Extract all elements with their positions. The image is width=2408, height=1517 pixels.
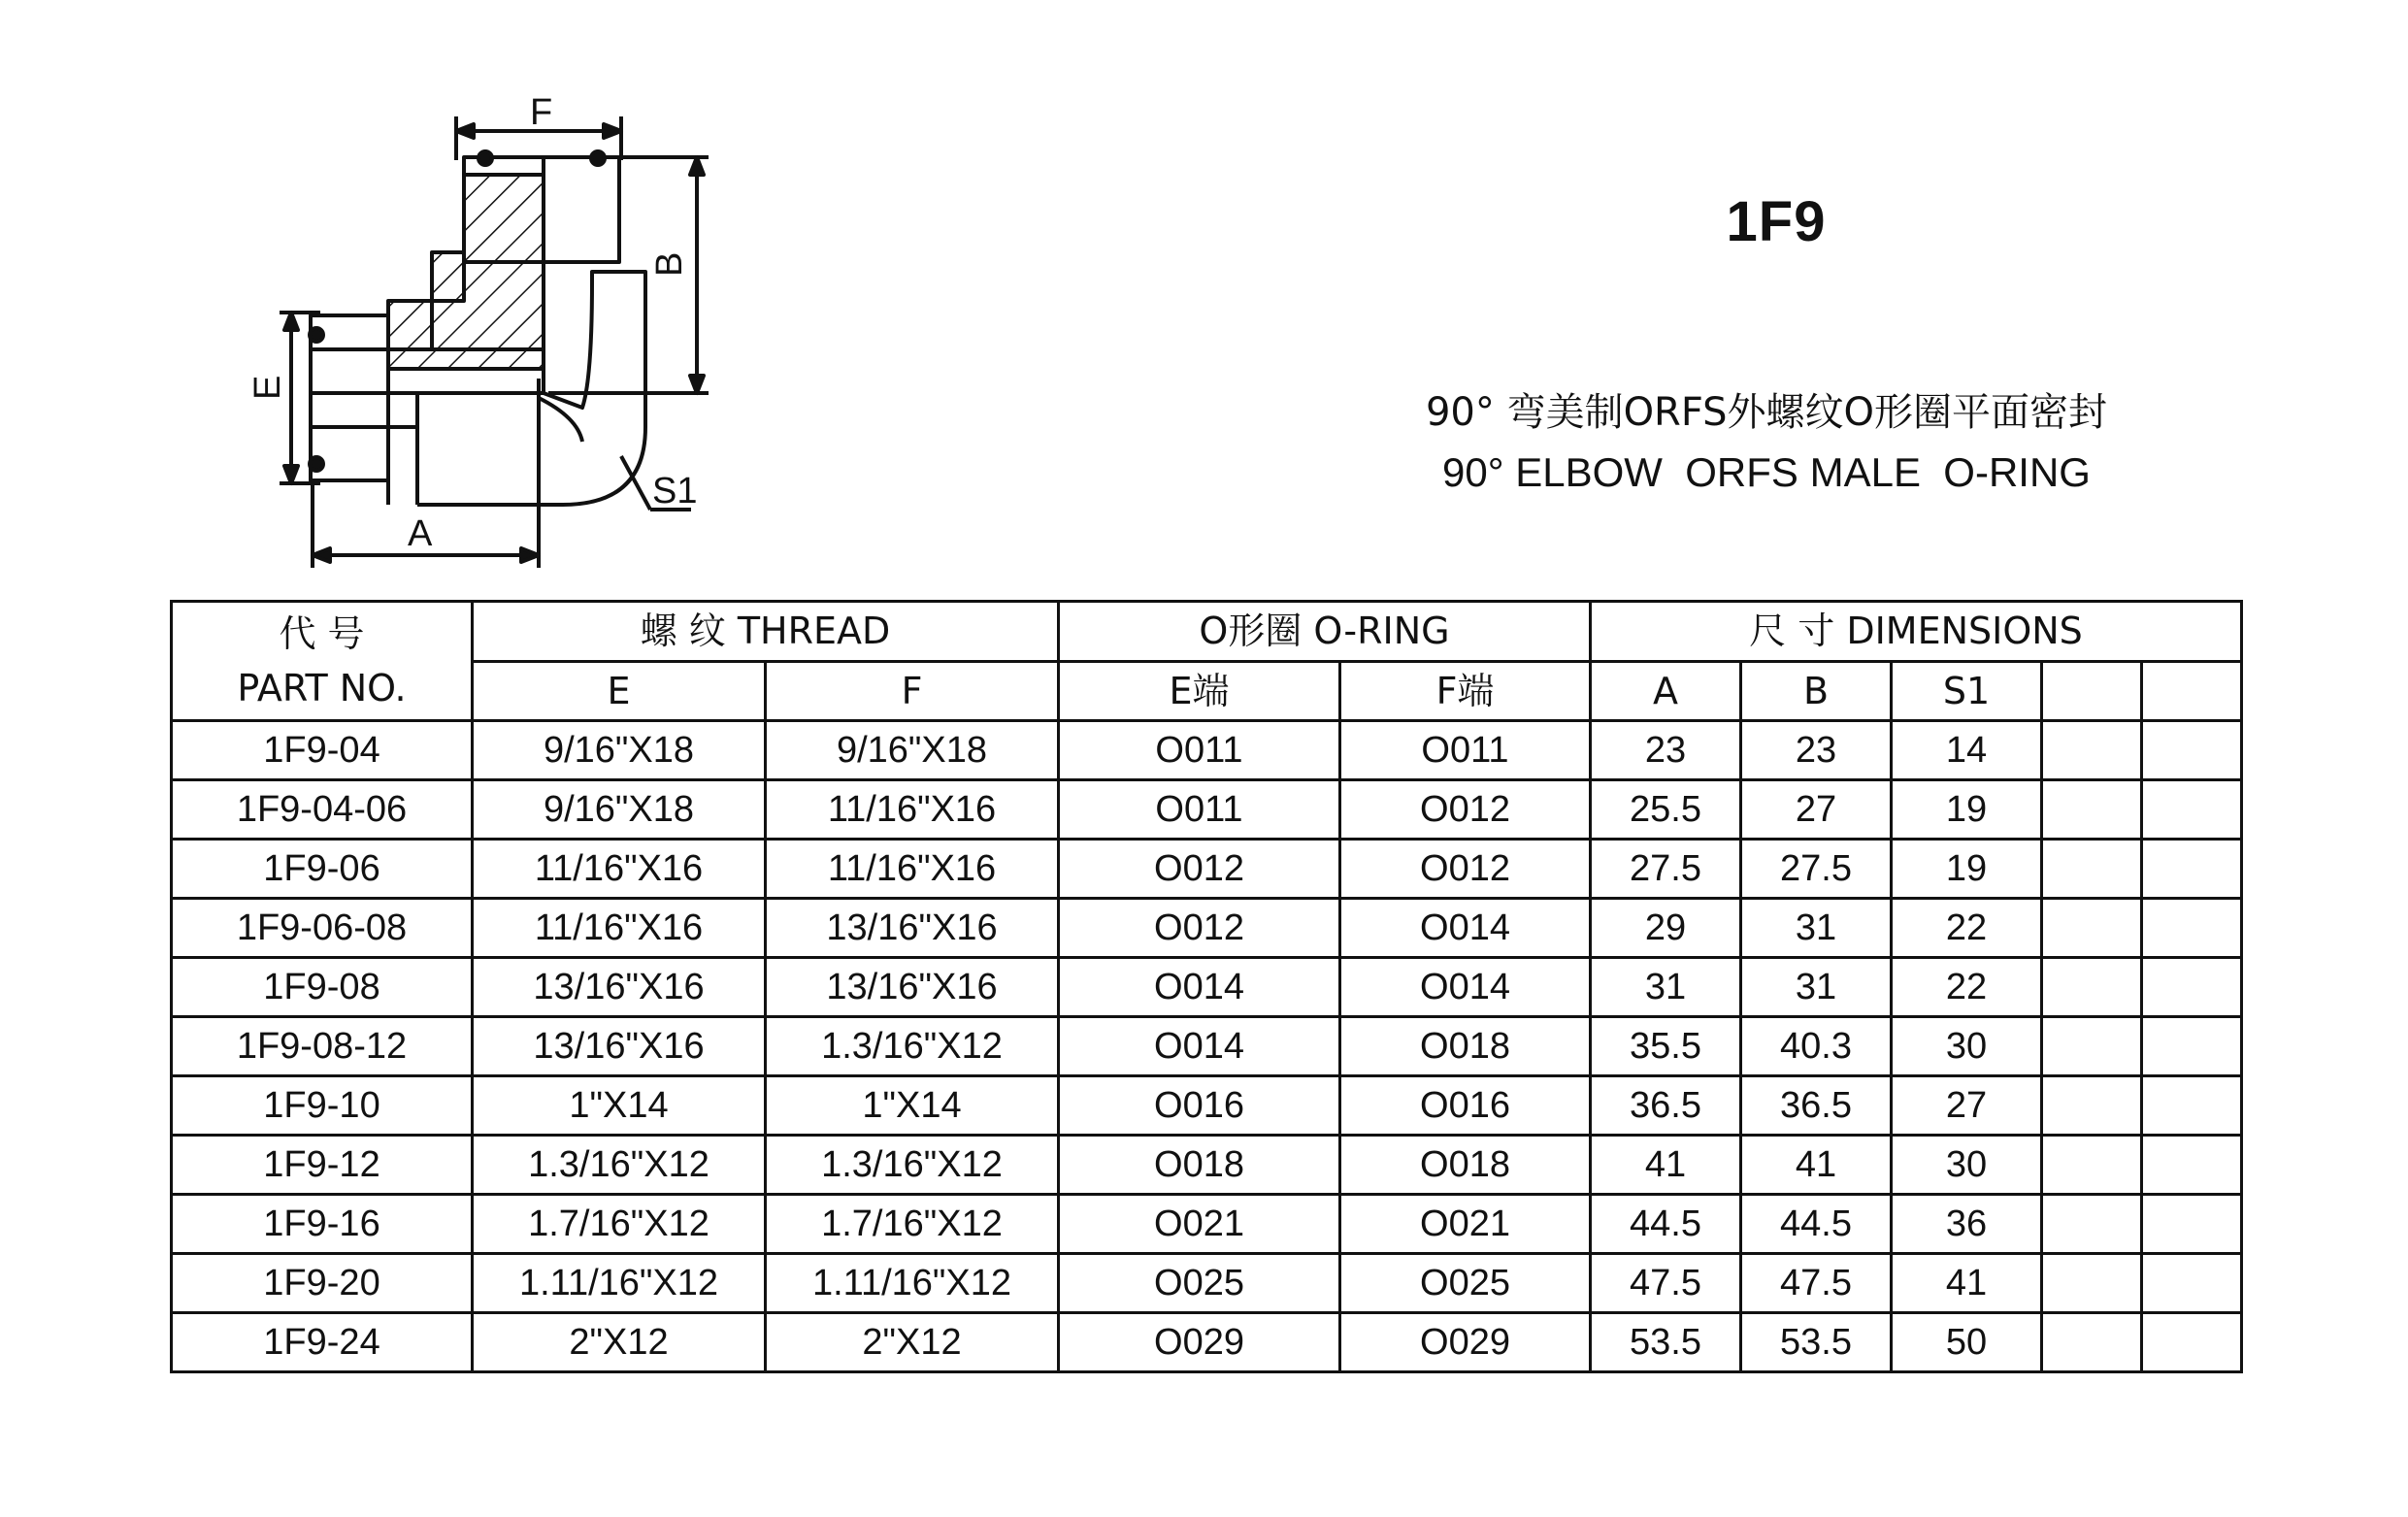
empty-cell [2042,840,2142,899]
oring-e-cell: O014 [1059,1017,1340,1076]
thread-f-cell: 1.11/16"X12 [766,1254,1059,1313]
product-title-chinese: 90° 弯美制ORFS外螺纹O形圈平面密封 [1425,390,2108,435]
dim-a-cell: 41 [1591,1136,1741,1195]
part-no-cell: 1F9-16 [172,1195,473,1254]
thread-e-cell: 9/16"X18 [473,780,766,840]
oring-f-cell: O018 [1340,1017,1591,1076]
header-part-no-cn: 代 号 [279,612,365,655]
empty-cell [2142,958,2242,1017]
table-row [172,1076,2242,1136]
header-empty-1 [2042,661,2142,721]
empty-cell [2042,721,2142,780]
empty-cell [2142,899,2242,958]
table-row [172,1313,2242,1372]
dim-s1-cell: 41 [1892,1254,2042,1313]
thread-e-cell: 11/16"X16 [473,899,766,958]
dim-b-cell: 47.5 [1741,1254,1892,1313]
part-no-cell: 1F9-04 [172,721,473,780]
empty-cell [2042,1254,2142,1313]
dim-s1-label: S1 [652,471,698,511]
e-end-oring [310,328,323,342]
thread-e-cell: 1"X14 [473,1076,766,1136]
hatched-section [388,175,544,369]
dim-s1-cell: 30 [1892,1136,2042,1195]
dim-s1-cell: 22 [1892,899,2042,958]
oring-e-cell: O029 [1059,1313,1340,1372]
header-part-no-en: PART NO. [237,667,407,709]
oring-e-cell: O012 [1059,840,1340,899]
empty-cell [2042,1313,2142,1372]
table-row [172,958,2242,1017]
empty-cell [2042,1017,2142,1076]
oring-e-cell: O016 [1059,1076,1340,1136]
header-oring-e-end: E端 [1059,661,1340,721]
dim-s1-cell: 27 [1892,1076,2042,1136]
dim-s1-cell: 50 [1892,1313,2042,1372]
thread-e-cell: 1.11/16"X12 [473,1254,766,1313]
oring-f-cell: O011 [1340,721,1591,780]
header-thread: 螺 纹 THREAD [473,602,1059,662]
dim-a-cell: 29 [1591,899,1741,958]
dim-b-cell: 36.5 [1741,1076,1892,1136]
oring-e-cell: O011 [1059,721,1340,780]
table-row [172,1254,2242,1313]
thread-f-cell: 9/16"X18 [766,721,1059,780]
dim-a-cell: 31 [1591,958,1741,1017]
empty-cell [2142,1136,2242,1195]
oring-f-cell: O029 [1340,1313,1591,1372]
dim-b-cell: 40.3 [1741,1017,1892,1076]
thread-e-cell: 1.7/16"X12 [473,1195,766,1254]
thread-f-cell: 11/16"X16 [766,840,1059,899]
dim-a-label: A [408,513,433,554]
header-dim-a: A [1591,661,1741,721]
dim-b-cell: 31 [1741,899,1892,958]
product-code: 1F9 [1726,190,1827,253]
dim-s1-cell: 14 [1892,721,2042,780]
part-no-cell: 1F9-06-08 [172,899,473,958]
empty-cell [2042,1195,2142,1254]
product-title-english: 90° ELBOW ORFS MALE O-RING [1442,449,2091,495]
thread-f-cell: 1.3/16"X12 [766,1017,1059,1076]
dim-a-cell: 47.5 [1591,1254,1741,1313]
thread-f-cell: 13/16"X16 [766,899,1059,958]
part-no-cell: 1F9-20 [172,1254,473,1313]
dim-b-label: B [649,251,690,277]
empty-cell [2142,840,2242,899]
dim-a-cell: 36.5 [1591,1076,1741,1136]
thread-f-cell: 2"X12 [766,1313,1059,1372]
dim-e-label: E [247,375,288,400]
thread-e-cell: 9/16"X18 [473,721,766,780]
dim-s1-cell: 19 [1892,780,2042,840]
dim-a-cell: 53.5 [1591,1313,1741,1372]
thread-f-cell: 1.3/16"X12 [766,1136,1059,1195]
thread-e-cell: 11/16"X16 [473,840,766,899]
dim-a-cell: 44.5 [1591,1195,1741,1254]
empty-cell [2042,899,2142,958]
header-oring-f-end: F端 [1340,661,1591,721]
dim-s1-cell: 22 [1892,958,2042,1017]
f-end-oring [478,151,492,165]
table-row [172,1136,2242,1195]
dim-a-cell: 23 [1591,721,1741,780]
oring-e-cell: O021 [1059,1195,1340,1254]
spec-table [170,600,2243,1373]
part-no-cell: 1F9-12 [172,1136,473,1195]
part-no-cell: 1F9-06 [172,840,473,899]
oring-e-cell: O011 [1059,780,1340,840]
oring-f-cell: O012 [1340,840,1591,899]
spec-table-body [172,721,2242,1372]
empty-cell [2142,1017,2242,1076]
oring-f-cell: O012 [1340,780,1591,840]
oring-e-cell: O025 [1059,1254,1340,1313]
dim-b-cell: 31 [1741,958,1892,1017]
part-no-cell: 1F9-24 [172,1313,473,1372]
empty-cell [2142,721,2242,780]
dim-s1-cell: 30 [1892,1017,2042,1076]
dim-b-cell: 53.5 [1741,1313,1892,1372]
header-oring: O形圈 O-RING [1059,602,1591,662]
empty-cell [2042,958,2142,1017]
header-thread-f: F [766,661,1059,721]
dim-f-label: F [530,92,553,133]
dim-s1-cell: 36 [1892,1195,2042,1254]
dim-b-cell: 27.5 [1741,840,1892,899]
dim-a-cell: 25.5 [1591,780,1741,840]
table-row [172,721,2242,780]
thread-e-cell: 2"X12 [473,1313,766,1372]
part-no-cell: 1F9-08 [172,958,473,1017]
table-row [172,840,2242,899]
dim-a-cell: 27.5 [1591,840,1741,899]
oring-f-cell: O016 [1340,1076,1591,1136]
empty-cell [2042,780,2142,840]
thread-f-cell: 1.7/16"X12 [766,1195,1059,1254]
dim-s1-cell: 19 [1892,840,2042,899]
part-no-cell: 1F9-04-06 [172,780,473,840]
dim-b-cell: 23 [1741,721,1892,780]
thread-e-cell: 1.3/16"X12 [473,1136,766,1195]
header-dimensions: 尺 寸 DIMENSIONS [1591,602,2242,662]
empty-cell [2142,1195,2242,1254]
oring-f-cell: O014 [1340,958,1591,1017]
dim-b-cell: 27 [1741,780,1892,840]
empty-cell [2142,1313,2242,1372]
oring-f-cell: O025 [1340,1254,1591,1313]
oring-e-cell: O018 [1059,1136,1340,1195]
thread-f-cell: 11/16"X16 [766,780,1059,840]
header-part-no [172,602,473,721]
header-thread-e: E [473,661,766,721]
table-row [172,899,2242,958]
empty-cell [2142,1254,2242,1313]
oring-f-cell: O018 [1340,1136,1591,1195]
header-empty-2 [2142,661,2242,721]
thread-e-cell: 13/16"X16 [473,1017,766,1076]
empty-cell [2142,1076,2242,1136]
empty-cell [2142,780,2242,840]
empty-cell [2042,1136,2142,1195]
table-row [172,1017,2242,1076]
oring-f-cell: O014 [1340,899,1591,958]
header-dim-b: B [1741,661,1892,721]
table-row [172,780,2242,840]
dim-b-cell: 44.5 [1741,1195,1892,1254]
part-no-cell: 1F9-10 [172,1076,473,1136]
part-no-cell: 1F9-08-12 [172,1017,473,1076]
header-dim-s1: S1 [1892,661,2042,721]
table-row [172,1195,2242,1254]
dim-b-cell: 41 [1741,1136,1892,1195]
dim-a-cell: 35.5 [1591,1017,1741,1076]
thread-f-cell: 13/16"X16 [766,958,1059,1017]
thread-e-cell: 13/16"X16 [473,958,766,1017]
oring-e-cell: O012 [1059,899,1340,958]
oring-e-cell: O014 [1059,958,1340,1017]
oring-f-cell: O021 [1340,1195,1591,1254]
empty-cell [2042,1076,2142,1136]
thread-f-cell: 1"X14 [766,1076,1059,1136]
